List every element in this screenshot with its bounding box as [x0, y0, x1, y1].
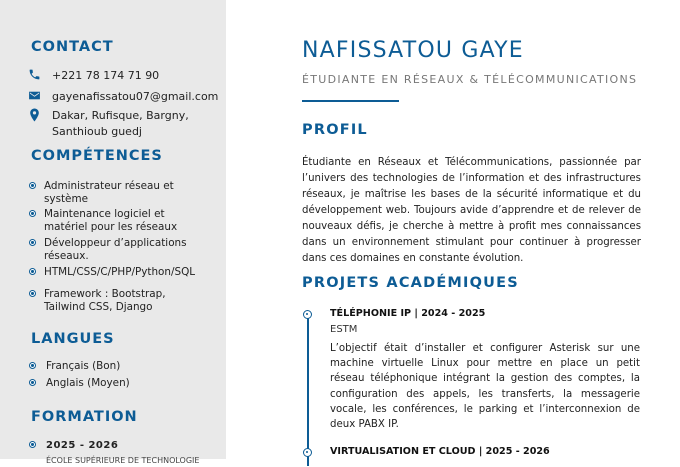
email-address: gayenafissatou07@gmail.com [52, 90, 219, 103]
profile-heading: PROFIL [302, 122, 368, 138]
project-org: ESTM [330, 324, 358, 335]
candidate-name: NAFISSATOU GAYE [302, 38, 524, 63]
bullet-icon [29, 379, 36, 386]
languages-heading: LANGUES [31, 331, 115, 347]
bullet-icon [29, 182, 36, 189]
skills-heading: COMPÉTENCES [31, 148, 163, 164]
map-pin-icon [28, 108, 42, 122]
main-content [226, 0, 680, 459]
envelope-icon [28, 89, 42, 103]
project-title: TÉLÉPHONIE IP | 2024 - 2025 [330, 308, 486, 319]
sidebar: CONTACT +221 78 174 71 90 gayenafissatou07@gmail.com Dakar, Rufisque, Bargny, Santhioub guedj COMPÉTENCES Administrateur réseau et système Maintenance logiciel et matériel pour les réseaux Développeur d’applications réseaux. HTML/CSS/C/PHP/Python/SQL Framework : Bootstrap, Tailwind CSS, Django LANGUES Français (Bon) Anglais (Moyen) FORMATION 2025 - 2026 ÉCOLE SUPÉRIEURE DE TECHNOLOGIE [0, 0, 226, 459]
bullet-icon [29, 239, 36, 246]
address-line-2: Santhioub guedj [52, 125, 142, 138]
education-school: ÉCOLE SUPÉRIEURE DE TECHNOLOGIE [46, 456, 200, 465]
title-divider [302, 100, 399, 102]
timeline-dot-icon [303, 448, 312, 457]
education-period: 2025 - 2026 [46, 440, 119, 451]
profile-text: Étudiante en Réseaux et Télécommunications, passionnée par l’univers des technologies de l’information et des infrastructures réseaux, je maîtrise les bases de la sécurité informatique et du développement web. Toujours avide d’apprendre et de relever de nouveaux défis, je cherche à mettre à profit mes connaissances dans un environnement stimulant pour continuer à progresser dans ces domaines en constante évolution. [302, 157, 641, 264]
bullet-icon [29, 210, 36, 217]
contact-heading: CONTACT [31, 39, 114, 55]
project-description: L’objectif était d’installer et configurer Asterisk sur une machine virtuelle Linux pour mettre en place un petit réseau téléphonique intégrant la gestion des comptes, la configuration des appels, les transferts, la messagerie vocale, les conférences, le parking et l’interconnexion de deux PABX IP. [330, 343, 640, 431]
project-title: VIRTUALISATION ET CLOUD | 2025 - 2026 [330, 446, 550, 457]
bullet-icon [29, 441, 36, 448]
phone-number: +221 78 174 71 90 [52, 69, 160, 82]
phone-icon [28, 68, 42, 82]
candidate-subtitle: ÉTUDIANTE EN RÉSEAUX & TÉLÉCOMMUNICATIONS [302, 73, 638, 86]
education-heading: FORMATION [31, 409, 138, 425]
bullet-icon [29, 268, 36, 275]
bullet-icon [29, 290, 36, 297]
timeline-line [307, 316, 309, 466]
bullet-icon [29, 362, 36, 369]
address-line-1: Dakar, Rufisque, Bargny, [52, 109, 189, 122]
timeline-dot-icon [303, 310, 312, 319]
projects-heading: PROJETS ACADÉMIQUES [302, 275, 519, 291]
